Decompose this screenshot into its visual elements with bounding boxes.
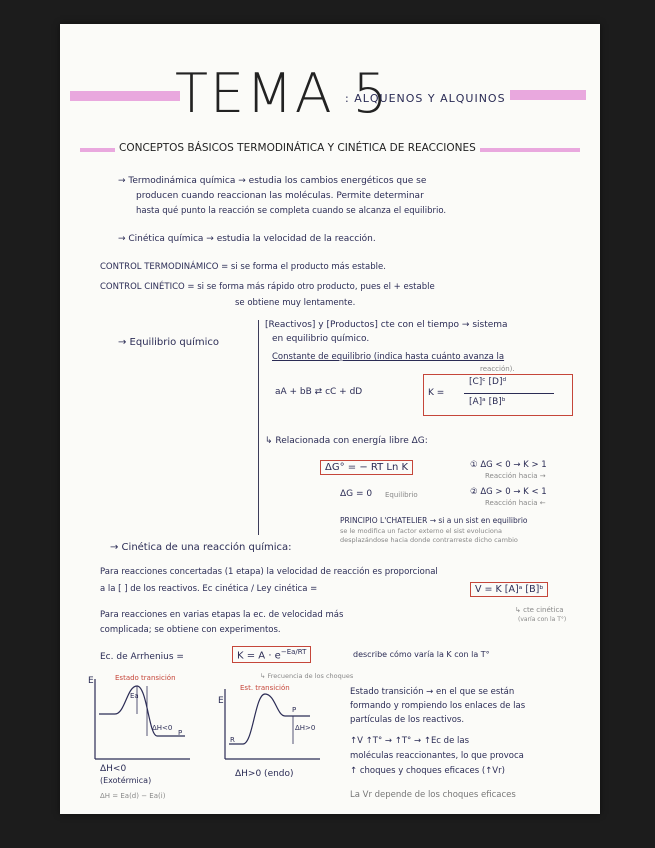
eq-line-2: en equilibrio químico.	[272, 334, 370, 344]
equilibrium-label: → Equilibrio químico	[118, 337, 220, 348]
k-numerator: [C]ᶜ [D]ᵈ	[469, 377, 507, 387]
arrhenius-box	[232, 646, 311, 663]
page-title: TEMA 5	[175, 62, 390, 125]
eq-line-1: [Reactivos] y [Productos] cte con el tiempo → sistema	[265, 320, 508, 330]
left-type: (Exotérmica)	[100, 776, 152, 785]
control-thermo: CONTROL TERMODINÁMICO = si se forma el producto más estable.	[100, 262, 386, 272]
kinetics-p1a: Para reacciones concertadas (1 etapa) la velocidad de reacción es proporcional	[100, 567, 438, 577]
left-dh-inside: ΔH<0	[152, 724, 173, 732]
arrhenius-description: describe cómo varía la K con la T°	[353, 650, 490, 659]
condition-2: ② ΔG > 0 → K < 1	[470, 487, 547, 497]
chatelier-3: desplazándose hacia donde contrarreste dicho cambio	[340, 536, 518, 544]
dg-zero: ΔG = 0	[340, 489, 373, 499]
left-ea-label: Ea	[130, 692, 139, 700]
temperature-line-1: ↑V ↑T° → ↑T° → ↑Ec de las	[350, 736, 470, 746]
frequency-note: ↳ Frecuencia de los choques	[260, 672, 354, 680]
last-line: La Vr depende de los choques eficaces	[350, 790, 516, 800]
brace-line	[258, 320, 259, 535]
condition-1: ① ΔG < 0 → K > 1	[470, 460, 547, 470]
related-dg: ↳ Relacionada con energía libre ΔG:	[265, 436, 428, 446]
highlight-right	[510, 90, 586, 100]
left-diagram-title: Estado transición	[115, 674, 176, 682]
thermo-line-2: producen cuando reaccionan las moléculas. Permite determinar	[136, 191, 424, 201]
notebook-page	[60, 24, 600, 814]
arrhenius-exponent: −Ea/RT	[280, 648, 307, 656]
left-e-label: E	[88, 676, 94, 686]
k-denominator: [A]ᵃ [B]ᵇ	[469, 397, 506, 407]
temperature-line-3: ↑ choques y choques eficaces (↑Vr)	[350, 766, 505, 776]
right-r-label: R	[230, 736, 235, 744]
k-prefix: K =	[428, 388, 445, 398]
dg-formula-box: ΔG° = − RT Ln K	[320, 460, 413, 475]
left-p-label: P	[178, 729, 183, 737]
arrhenius-label: Ec. de Arrhenius =	[100, 652, 184, 662]
control-kinetic-1: CONTROL CINÉTICO = si se forma más rápido otro producto, pues el + estable	[100, 282, 435, 292]
energy-diagram-exo	[85, 674, 195, 769]
kinetics-p2a: Para reacciones en varias etapas la ec. de velocidad más	[100, 610, 344, 620]
condition-2-note: Reacción hacia ←	[485, 499, 546, 507]
ts-definition-3: partículas de los reactivos.	[350, 715, 465, 725]
page-subtitle: : ALQUENOS Y ALQUINOS	[345, 92, 506, 105]
ts-definition-1: Estado transición → en el que se están	[350, 687, 515, 697]
kinetics-line: → Cinética química → estudia la velocidad de la reacción.	[118, 234, 376, 244]
ts-definition-2: formando y rompiendo los enlaces de las	[350, 701, 526, 711]
kinetics-p1b: a la [ ] de los reactivos. Ec cinética / Ley cinética =	[100, 584, 318, 594]
right-dh-inside: ΔH>0	[295, 724, 316, 732]
right-p-label: P	[292, 706, 297, 714]
section-heading: CONCEPTOS BÁSICOS TERMODINÁTICA Y CINÉTICA DE REACCIONES	[115, 142, 480, 154]
kinetics-heading: → Cinética de una reacción química:	[110, 542, 292, 553]
condition-1-note: Reacción hacia →	[485, 472, 546, 480]
temperature-line-2: moléculas reaccionantes, lo que provoca	[350, 751, 524, 761]
chatelier-1: PRINCIPIO L'CHATELIER → si a un sist en equilibrio	[340, 516, 528, 525]
rate-constant-note: ↳ cte cinética	[515, 606, 564, 614]
eq-line-3b: reacción).	[480, 365, 515, 373]
kinetics-p2b: complicada; se obtiene con experimentos.	[100, 625, 281, 635]
left-formula: ΔH = Ea(d) − Ea(i)	[100, 792, 166, 800]
eq-line-3: Constante de equilibrio (indica hasta cuánto avanza la	[272, 352, 505, 362]
arrhenius-formula: K = A · e	[237, 650, 281, 662]
k-expression-box	[423, 374, 573, 416]
dg-zero-note: Equilibrio	[385, 491, 418, 499]
thermo-line-3: hasta qué punto la reacción se completa cuando se alcanza el equilibrio.	[136, 206, 447, 216]
control-kinetic-2: se obtiene muy lentamente.	[235, 298, 356, 308]
chatelier-2: se le modifica un factor externo el sist evoluciona	[340, 527, 502, 535]
rate-constant-note-2: (varía con la T°)	[518, 616, 567, 623]
k-fraction-bar	[464, 393, 554, 394]
right-dh: ΔH>0 (endo)	[235, 769, 294, 779]
right-e-label: E	[218, 696, 224, 706]
left-dh: ΔH<0	[100, 764, 127, 774]
right-diagram-title: Est. transición	[240, 684, 290, 692]
highlight-left	[70, 91, 180, 101]
rate-law-box: V = K [A]ᵃ [B]ᵇ	[470, 582, 548, 597]
thermo-line-1: → Termodinámica química → estudia los cambios energéticos que se	[118, 176, 427, 186]
reaction-equation: aA + bB ⇄ cC + dD	[275, 387, 363, 397]
